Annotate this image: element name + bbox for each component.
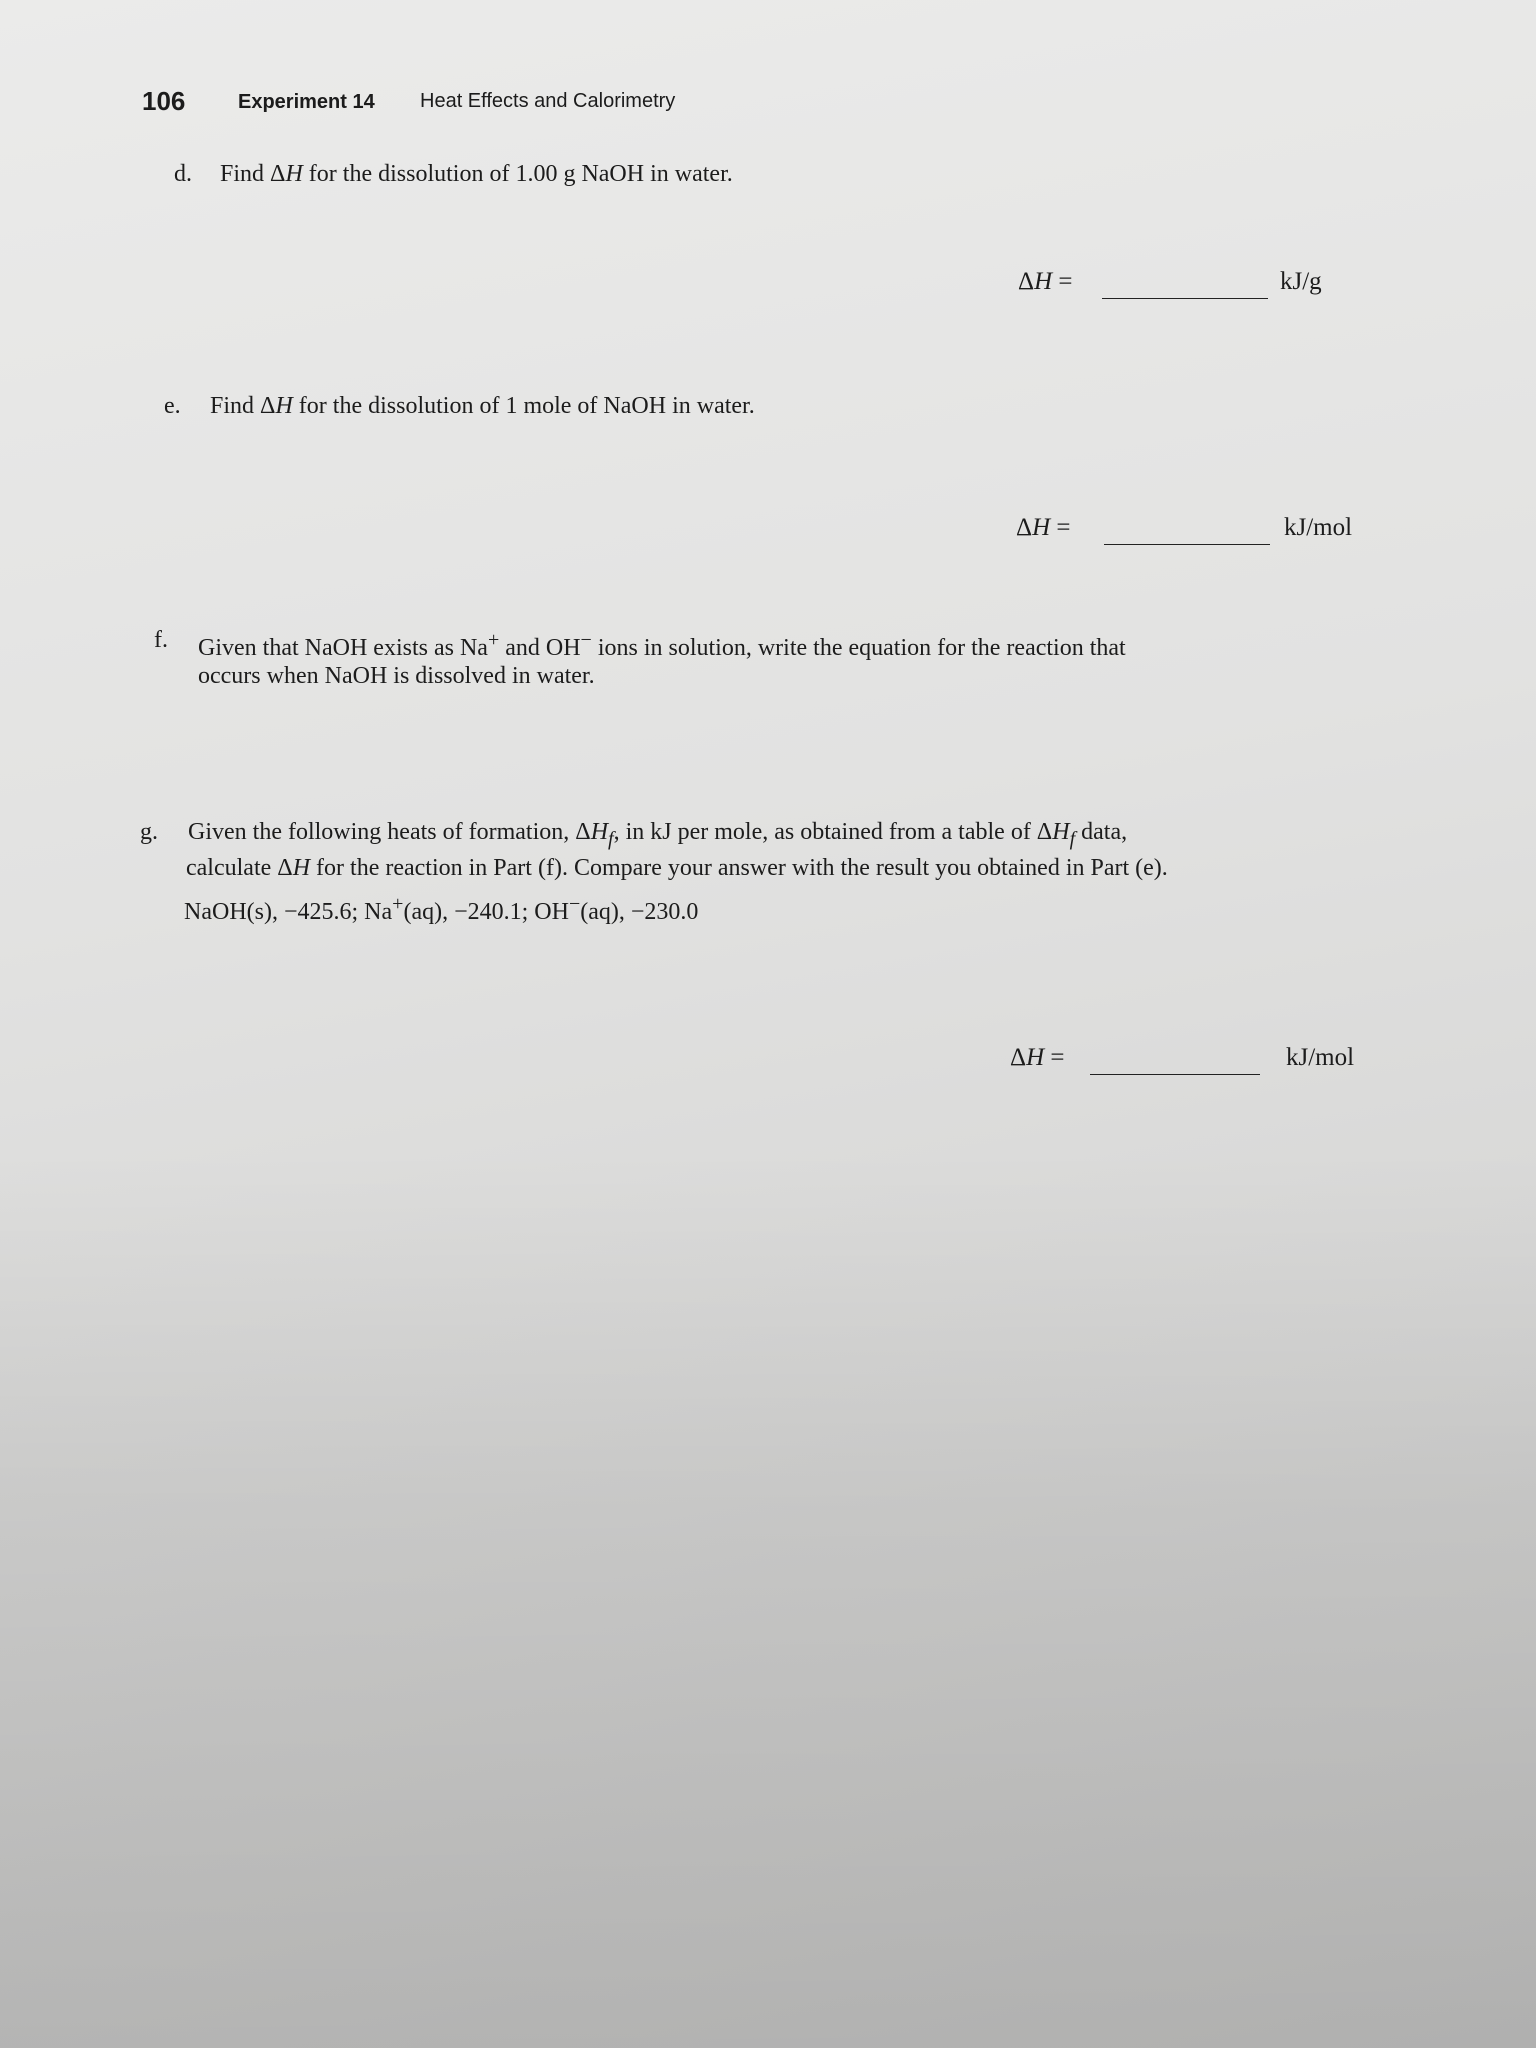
question-letter: g.	[140, 819, 158, 845]
answer-unit: kJ/mol	[1284, 514, 1353, 541]
answer-unit: kJ/g	[1280, 268, 1322, 295]
question-letter: e.	[164, 393, 181, 419]
answer-label: ΔH =	[1016, 514, 1071, 541]
question-text-line3: NaOH(s), −425.6; Na+(aq), −240.1; OH−(aq), −230.0	[184, 893, 699, 925]
answer-blank[interactable]	[1090, 1074, 1260, 1075]
answer-unit: kJ/mol	[1286, 1044, 1355, 1071]
question-text: Find ΔH for the dissolution of 1.00 g NaOH in water.	[220, 161, 733, 187]
lighting-shadow	[0, 1150, 1536, 2048]
answer-d	[1018, 268, 1358, 304]
question-text-line2: calculate ΔH for the reaction in Part (f). Compare your answer with the result you obtained in Part (e).	[186, 855, 1168, 881]
answer-g	[1010, 1044, 1410, 1080]
answer-blank[interactable]	[1102, 298, 1268, 299]
question-letter: f.	[154, 627, 168, 653]
experiment-number: Experiment 14	[238, 91, 375, 113]
question-text: Find ΔH for the dissolution of 1 mole of NaOH in water.	[210, 393, 755, 419]
answer-e	[1016, 514, 1396, 550]
question-g	[140, 814, 1440, 930]
question-text-line1: Given that NaOH exists as Na+ and OH− ions in solution, write the equation for the reaction that	[198, 629, 1126, 661]
question-d	[174, 156, 1374, 196]
experiment-title: Heat Effects and Calorimetry	[420, 90, 676, 112]
question-letter: d.	[174, 161, 192, 187]
question-text-line1: Given the following heats of formation, $\Delta H_f$, in kJ per mole, as obtained from a table of $\Delta H_f$ data,	[188, 819, 1128, 850]
answer-label: ΔH =	[1010, 1044, 1065, 1071]
answer-blank[interactable]	[1104, 544, 1270, 545]
page-number: 106	[142, 86, 186, 116]
question-text-line2: occurs when NaOH is dissolved in water.	[198, 663, 595, 689]
question-e	[164, 388, 1364, 428]
answer-label: ΔH =	[1018, 268, 1073, 295]
question-f	[154, 622, 1404, 702]
